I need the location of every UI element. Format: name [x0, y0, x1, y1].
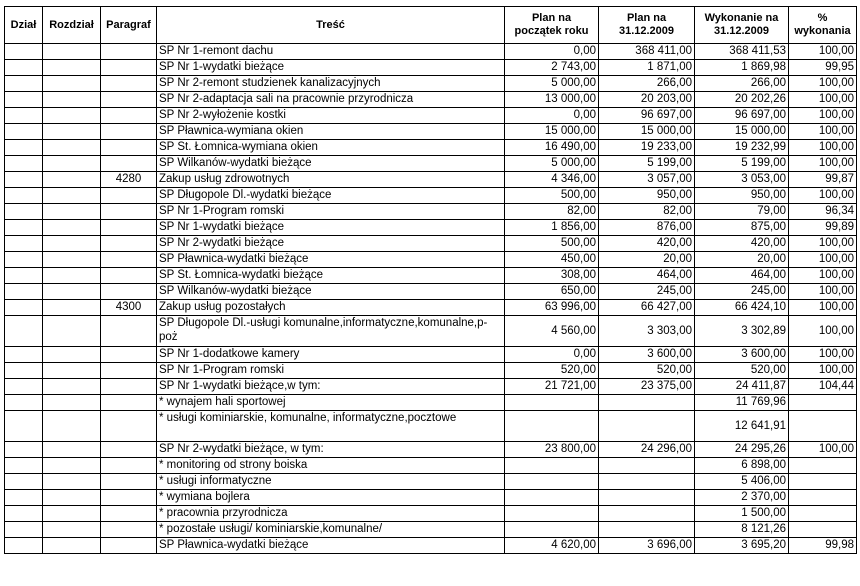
tresc-cell: SP Nr 2-wyłożenie kostki — [157, 108, 505, 124]
tresc-cell: SP Pławnica-wymiana okien — [157, 124, 505, 140]
table-row — [5, 538, 857, 554]
procent-cell: 100,00 — [789, 300, 857, 316]
paragraf-cell — [101, 124, 157, 140]
dzial-cell — [5, 76, 43, 92]
dzial-cell — [5, 442, 43, 458]
plan-end-cell: 245,00 — [599, 284, 695, 300]
plan-end-cell: 266,00 — [599, 76, 695, 92]
tresc-cell: SP Nr 1-Program romski — [157, 204, 505, 220]
rozdzial-cell — [43, 204, 101, 220]
paragraf-cell — [101, 379, 157, 395]
procent-cell: 104,44 — [789, 379, 857, 395]
plan-end-cell: 520,00 — [599, 363, 695, 379]
header-procent: % wykonania — [789, 7, 857, 44]
wykonanie-cell: 66 424,10 — [695, 300, 789, 316]
plan-start-cell: 21 721,00 — [505, 379, 599, 395]
procent-cell: 100,00 — [789, 156, 857, 172]
procent-cell: 100,00 — [789, 442, 857, 458]
procent-cell: 100,00 — [789, 268, 857, 284]
paragraf-cell: 4300 — [101, 300, 157, 316]
header-dzial: Dział — [5, 7, 43, 44]
paragraf-cell — [101, 442, 157, 458]
tresc-cell: * usługi kominiarskie, komunalne, informatyczne,pocztowe — [157, 411, 505, 442]
wykonanie-cell: 19 232,99 — [695, 140, 789, 156]
header-plan-end: Plan na 31.12.2009 — [599, 7, 695, 44]
header-paragraf: Paragraf — [101, 7, 157, 44]
dzial-cell — [5, 60, 43, 76]
paragraf-cell — [101, 140, 157, 156]
paragraf-cell — [101, 252, 157, 268]
dzial-cell — [5, 252, 43, 268]
tresc-cell: SP Pławnica-wydatki bieżące — [157, 538, 505, 554]
rozdzial-cell — [43, 76, 101, 92]
dzial-cell — [5, 395, 43, 411]
tresc-cell: * pozostałe usługi/ kominiarskie,komunalne/ — [157, 522, 505, 538]
wykonanie-cell: 3 695,20 — [695, 538, 789, 554]
dzial-cell — [5, 140, 43, 156]
dzial-cell — [5, 188, 43, 204]
wykonanie-cell: 1 500,00 — [695, 506, 789, 522]
paragraf-cell — [101, 92, 157, 108]
plan-start-cell — [505, 411, 599, 442]
wykonanie-cell: 11 769,96 — [695, 395, 789, 411]
table-row — [5, 252, 857, 268]
table-row — [5, 474, 857, 490]
table-row — [5, 188, 857, 204]
table-row — [5, 92, 857, 108]
procent-cell: 100,00 — [789, 140, 857, 156]
procent-cell — [789, 474, 857, 490]
tresc-cell: SP Nr 2-adaptacja sali na pracownie przyrodnicza — [157, 92, 505, 108]
rozdzial-cell — [43, 92, 101, 108]
plan-end-cell — [599, 522, 695, 538]
wykonanie-cell: 245,00 — [695, 284, 789, 300]
wykonanie-cell: 79,00 — [695, 204, 789, 220]
plan-start-cell: 4 346,00 — [505, 172, 599, 188]
plan-start-cell: 15 000,00 — [505, 124, 599, 140]
procent-cell — [789, 522, 857, 538]
plan-start-cell — [505, 490, 599, 506]
dzial-cell — [5, 108, 43, 124]
plan-end-cell: 420,00 — [599, 236, 695, 252]
plan-start-cell: 63 996,00 — [505, 300, 599, 316]
rozdzial-cell — [43, 284, 101, 300]
procent-cell — [789, 490, 857, 506]
rozdzial-cell — [43, 522, 101, 538]
wykonanie-cell: 3 302,89 — [695, 316, 789, 347]
paragraf-cell — [101, 363, 157, 379]
table-row — [5, 411, 857, 442]
rozdzial-cell — [43, 44, 101, 60]
wykonanie-cell: 420,00 — [695, 236, 789, 252]
plan-end-cell: 3 057,00 — [599, 172, 695, 188]
plan-end-cell: 82,00 — [599, 204, 695, 220]
tresc-cell: SP St. Łomnica-wymiana okien — [157, 140, 505, 156]
wykonanie-cell: 24 411,87 — [695, 379, 789, 395]
table-row — [5, 284, 857, 300]
plan-start-cell: 0,00 — [505, 44, 599, 60]
tresc-cell: SP Nr 1-dodatkowe kamery — [157, 347, 505, 363]
rozdzial-cell — [43, 188, 101, 204]
table-row — [5, 204, 857, 220]
dzial-cell — [5, 124, 43, 140]
tresc-cell: * wynajem hali sportowej — [157, 395, 505, 411]
procent-cell: 100,00 — [789, 76, 857, 92]
wykonanie-cell: 875,00 — [695, 220, 789, 236]
plan-end-cell: 1 871,00 — [599, 60, 695, 76]
rozdzial-cell — [43, 506, 101, 522]
paragraf-cell — [101, 60, 157, 76]
wykonanie-cell: 266,00 — [695, 76, 789, 92]
table-row — [5, 220, 857, 236]
plan-start-cell: 500,00 — [505, 236, 599, 252]
wykonanie-cell: 15 000,00 — [695, 124, 789, 140]
rozdzial-cell — [43, 411, 101, 442]
tresc-cell: * pracownia przyrodnicza — [157, 506, 505, 522]
wykonanie-cell: 24 295,26 — [695, 442, 789, 458]
procent-cell: 100,00 — [789, 284, 857, 300]
procent-cell: 100,00 — [789, 347, 857, 363]
rozdzial-cell — [43, 60, 101, 76]
wykonanie-cell: 3 600,00 — [695, 347, 789, 363]
procent-cell: 96,34 — [789, 204, 857, 220]
rozdzial-cell — [43, 442, 101, 458]
plan-start-cell — [505, 522, 599, 538]
rozdzial-cell — [43, 347, 101, 363]
rozdzial-cell — [43, 268, 101, 284]
dzial-cell — [5, 220, 43, 236]
procent-cell: 100,00 — [789, 363, 857, 379]
header-rozdzial: Rozdział — [43, 7, 101, 44]
paragraf-cell — [101, 156, 157, 172]
table-row — [5, 300, 857, 316]
tresc-cell: SP Długopole Dl.-usługi komunalne,informatyczne,komunalne,p-poż — [157, 316, 505, 347]
header-tresc: Treść — [157, 7, 505, 44]
rozdzial-cell — [43, 252, 101, 268]
tresc-cell: * wymiana bojlera — [157, 490, 505, 506]
tresc-cell: SP Wilkanów-wydatki bieżące — [157, 284, 505, 300]
plan-end-cell — [599, 458, 695, 474]
dzial-cell — [5, 538, 43, 554]
dzial-cell — [5, 316, 43, 347]
plan-end-cell: 876,00 — [599, 220, 695, 236]
paragraf-cell — [101, 76, 157, 92]
plan-end-cell: 3 696,00 — [599, 538, 695, 554]
tresc-cell: SP Wilkanów-wydatki bieżące — [157, 156, 505, 172]
plan-start-cell — [505, 395, 599, 411]
wykonanie-cell: 520,00 — [695, 363, 789, 379]
table-row — [5, 76, 857, 92]
plan-end-cell: 464,00 — [599, 268, 695, 284]
dzial-cell — [5, 474, 43, 490]
table-row — [5, 347, 857, 363]
plan-start-cell: 13 000,00 — [505, 92, 599, 108]
table-row — [5, 395, 857, 411]
plan-end-cell — [599, 411, 695, 442]
tresc-cell: SP Nr 1-wydatki bieżące — [157, 220, 505, 236]
rozdzial-cell — [43, 236, 101, 252]
paragraf-cell — [101, 474, 157, 490]
paragraf-cell: 4280 — [101, 172, 157, 188]
dzial-cell — [5, 347, 43, 363]
tresc-cell: SP Nr 2-remont studzienek kanalizacyjnych — [157, 76, 505, 92]
tresc-cell: * monitoring od strony boiska — [157, 458, 505, 474]
dzial-cell — [5, 506, 43, 522]
plan-start-cell: 4 560,00 — [505, 316, 599, 347]
paragraf-cell — [101, 268, 157, 284]
plan-start-cell: 0,00 — [505, 108, 599, 124]
plan-start-cell: 23 800,00 — [505, 442, 599, 458]
plan-end-cell: 15 000,00 — [599, 124, 695, 140]
header-wykonanie: Wykonanie na 31.12.2009 — [695, 7, 789, 44]
dzial-cell — [5, 363, 43, 379]
table-row — [5, 379, 857, 395]
procent-cell: 99,89 — [789, 220, 857, 236]
paragraf-cell — [101, 220, 157, 236]
dzial-cell — [5, 490, 43, 506]
plan-end-cell: 66 427,00 — [599, 300, 695, 316]
rozdzial-cell — [43, 300, 101, 316]
rozdzial-cell — [43, 108, 101, 124]
wykonanie-cell: 96 697,00 — [695, 108, 789, 124]
dzial-cell — [5, 44, 43, 60]
rozdzial-cell — [43, 458, 101, 474]
table-row — [5, 124, 857, 140]
paragraf-cell — [101, 108, 157, 124]
dzial-cell — [5, 268, 43, 284]
plan-end-cell: 24 296,00 — [599, 442, 695, 458]
procent-cell: 99,87 — [789, 172, 857, 188]
paragraf-cell — [101, 458, 157, 474]
table-row — [5, 522, 857, 538]
tresc-cell: * usługi informatyczne — [157, 474, 505, 490]
plan-start-cell: 16 490,00 — [505, 140, 599, 156]
paragraf-cell — [101, 506, 157, 522]
rozdzial-cell — [43, 156, 101, 172]
wykonanie-cell: 2 370,00 — [695, 490, 789, 506]
tresc-cell: SP Nr 1-wydatki bieżące,w tym: — [157, 379, 505, 395]
wykonanie-cell: 20 202,26 — [695, 92, 789, 108]
dzial-cell — [5, 284, 43, 300]
tresc-cell: SP St. Łomnica-wydatki bieżące — [157, 268, 505, 284]
table-row — [5, 506, 857, 522]
procent-cell — [789, 506, 857, 522]
tresc-cell: SP Nr 1-remont dachu — [157, 44, 505, 60]
paragraf-cell — [101, 316, 157, 347]
procent-cell — [789, 458, 857, 474]
plan-end-cell: 3 600,00 — [599, 347, 695, 363]
procent-cell: 100,00 — [789, 252, 857, 268]
wykonanie-cell: 12 641,91 — [695, 411, 789, 442]
wykonanie-cell: 1 869,98 — [695, 60, 789, 76]
plan-start-cell — [505, 474, 599, 490]
tresc-cell: SP Długopole Dl.-wydatki bieżące — [157, 188, 505, 204]
rozdzial-cell — [43, 363, 101, 379]
plan-start-cell: 1 856,00 — [505, 220, 599, 236]
rozdzial-cell — [43, 140, 101, 156]
paragraf-cell — [101, 44, 157, 60]
header-row — [5, 7, 857, 44]
rozdzial-cell — [43, 490, 101, 506]
procent-cell: 100,00 — [789, 44, 857, 60]
dzial-cell — [5, 379, 43, 395]
plan-start-cell — [505, 458, 599, 474]
procent-cell: 100,00 — [789, 92, 857, 108]
paragraf-cell — [101, 522, 157, 538]
table-row — [5, 172, 857, 188]
plan-end-cell: 23 375,00 — [599, 379, 695, 395]
dzial-cell — [5, 172, 43, 188]
rozdzial-cell — [43, 124, 101, 140]
dzial-cell — [5, 156, 43, 172]
rozdzial-cell — [43, 172, 101, 188]
table-row — [5, 44, 857, 60]
plan-end-cell: 950,00 — [599, 188, 695, 204]
rozdzial-cell — [43, 379, 101, 395]
paragraf-cell — [101, 411, 157, 442]
dzial-cell — [5, 411, 43, 442]
rozdzial-cell — [43, 316, 101, 347]
table-row — [5, 442, 857, 458]
wykonanie-cell: 8 121,26 — [695, 522, 789, 538]
plan-end-cell — [599, 395, 695, 411]
tresc-cell: Zakup usług zdrowotnych — [157, 172, 505, 188]
header-plan-start: Plan na początek roku — [505, 7, 599, 44]
procent-cell — [789, 395, 857, 411]
tresc-cell: SP Nr 2-wydatki bieżące — [157, 236, 505, 252]
plan-start-cell: 5 000,00 — [505, 76, 599, 92]
procent-cell — [789, 411, 857, 442]
paragraf-cell — [101, 490, 157, 506]
table-row — [5, 156, 857, 172]
plan-end-cell: 96 697,00 — [599, 108, 695, 124]
rozdzial-cell — [43, 474, 101, 490]
wykonanie-cell: 3 053,00 — [695, 172, 789, 188]
procent-cell: 100,00 — [789, 316, 857, 347]
dzial-cell — [5, 204, 43, 220]
plan-start-cell: 308,00 — [505, 268, 599, 284]
procent-cell: 100,00 — [789, 108, 857, 124]
dzial-cell — [5, 236, 43, 252]
wykonanie-cell: 6 898,00 — [695, 458, 789, 474]
plan-end-cell — [599, 474, 695, 490]
wykonanie-cell: 464,00 — [695, 268, 789, 284]
table-row — [5, 363, 857, 379]
wykonanie-cell: 20,00 — [695, 252, 789, 268]
plan-end-cell — [599, 490, 695, 506]
plan-end-cell — [599, 506, 695, 522]
plan-end-cell: 19 233,00 — [599, 140, 695, 156]
wykonanie-cell: 5 406,00 — [695, 474, 789, 490]
paragraf-cell — [101, 188, 157, 204]
table-row — [5, 140, 857, 156]
paragraf-cell — [101, 347, 157, 363]
table-row — [5, 236, 857, 252]
plan-end-cell: 5 199,00 — [599, 156, 695, 172]
wykonanie-cell: 950,00 — [695, 188, 789, 204]
tresc-cell: SP Nr 1-wydatki bieżące — [157, 60, 505, 76]
plan-start-cell: 0,00 — [505, 347, 599, 363]
plan-end-cell: 20 203,00 — [599, 92, 695, 108]
paragraf-cell — [101, 284, 157, 300]
dzial-cell — [5, 522, 43, 538]
budget-table — [4, 6, 857, 554]
tresc-cell: SP Pławnica-wydatki bieżące — [157, 252, 505, 268]
paragraf-cell — [101, 236, 157, 252]
dzial-cell — [5, 92, 43, 108]
plan-start-cell: 450,00 — [505, 252, 599, 268]
table-row — [5, 268, 857, 284]
wykonanie-cell: 5 199,00 — [695, 156, 789, 172]
rozdzial-cell — [43, 220, 101, 236]
plan-start-cell: 500,00 — [505, 188, 599, 204]
table-row — [5, 490, 857, 506]
rozdzial-cell — [43, 538, 101, 554]
procent-cell: 100,00 — [789, 124, 857, 140]
plan-end-cell: 368 411,00 — [599, 44, 695, 60]
rozdzial-cell — [43, 395, 101, 411]
procent-cell: 99,98 — [789, 538, 857, 554]
table-row — [5, 108, 857, 124]
dzial-cell — [5, 458, 43, 474]
table-row — [5, 60, 857, 76]
paragraf-cell — [101, 538, 157, 554]
plan-start-cell: 650,00 — [505, 284, 599, 300]
table-body — [5, 44, 857, 554]
paragraf-cell — [101, 204, 157, 220]
plan-start-cell: 82,00 — [505, 204, 599, 220]
tresc-cell: SP Nr 2-wydatki bieżące, w tym: — [157, 442, 505, 458]
procent-cell: 100,00 — [789, 188, 857, 204]
plan-start-cell: 4 620,00 — [505, 538, 599, 554]
tresc-cell: SP Nr 1-Program romski — [157, 363, 505, 379]
wykonanie-cell: 368 411,53 — [695, 44, 789, 60]
plan-start-cell: 520,00 — [505, 363, 599, 379]
procent-cell: 100,00 — [789, 236, 857, 252]
table-row — [5, 316, 857, 347]
tresc-cell: Zakup usług pozostałych — [157, 300, 505, 316]
paragraf-cell — [101, 395, 157, 411]
plan-end-cell: 20,00 — [599, 252, 695, 268]
dzial-cell — [5, 300, 43, 316]
plan-start-cell: 5 000,00 — [505, 156, 599, 172]
plan-end-cell: 3 303,00 — [599, 316, 695, 347]
plan-start-cell — [505, 506, 599, 522]
table-row — [5, 458, 857, 474]
procent-cell: 99,95 — [789, 60, 857, 76]
plan-start-cell: 2 743,00 — [505, 60, 599, 76]
